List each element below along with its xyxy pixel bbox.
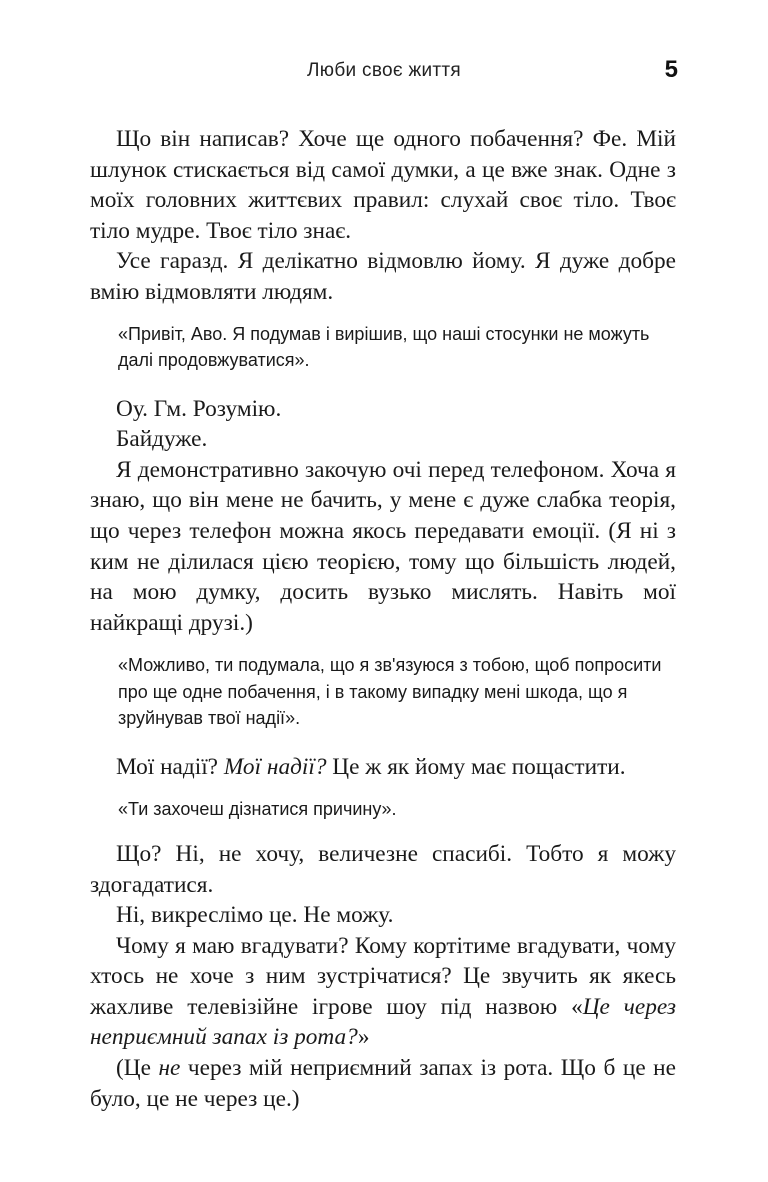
message-2: «Можливо, ти подумала, що я зв'язуюся з тобою, щоб попросити про ще одне побачення, і в такому випадку мені шкода, що я зруйнував твої надії». bbox=[118, 655, 662, 729]
paragraph-10 bbox=[90, 1053, 676, 1114]
paragraph-4: Байдуже. bbox=[116, 426, 208, 453]
paragraph-7: Що? Ні, не хочу, величезне спасибі. Тобто я можу здогадатися. bbox=[90, 840, 676, 898]
page-header bbox=[0, 56, 768, 90]
running-title: Люби своє життя bbox=[307, 60, 461, 81]
paragraph-9-text-a: Чому я маю вгадувати? Кому кортітиме вгадувати, чому хтось не хоче з ним зустрічатися? Це звучить як якесь жахливе телевізійне ігрове шоу під назвою « bbox=[90, 932, 676, 1020]
paragraph-6-text-b: Це ж як йому має пощастити. bbox=[326, 753, 626, 780]
message-3: «Ти захочеш дізнатися причину». bbox=[118, 799, 397, 820]
paragraph-9 bbox=[90, 931, 676, 1053]
paragraph-10-text-a: (Це bbox=[116, 1055, 159, 1082]
paragraph-10-text-b: через мій неприємний запах із рота. Що б це не було, це не через це.) bbox=[90, 1055, 676, 1112]
paragraph-1: Що він написав? Хоче ще одного побачення? Фе. Мій шлунок стискається від самої думки, а це вже знак. Одне з моїх головних життєвих правил: слухай своє тіло. Твоє тіло мудре. Твоє тіло знає. bbox=[90, 126, 676, 244]
paragraph-2: Усе гаразд. Я делікатно відмовлю йому. Я дуже добре вмію відмовляти людям. bbox=[90, 248, 676, 305]
paragraph-3: Оу. Гм. Розумію. bbox=[116, 395, 282, 422]
message-1: «Привіт, Аво. Я подумав і вирішив, що наші стосунки не можуть далі продовжуватися». bbox=[118, 323, 650, 371]
paragraph-10-italic: не bbox=[158, 1055, 181, 1082]
paragraph-8: Ні, викреслімо це. Не можу. bbox=[116, 902, 394, 929]
paragraph-9-text-b: » bbox=[357, 1024, 370, 1051]
paragraph-6-italic: Мої надії? bbox=[223, 753, 327, 780]
paragraph-6 bbox=[90, 752, 676, 783]
paragraph-9-italic: Це через неприємний запах із рота? bbox=[90, 993, 676, 1051]
paragraph-5: Я демонстративно закочую очі перед телефоном. Хоча я знаю, що він мене не бачить, у мене є дуже слабка теорія, що через телефон можна якось передавати емоції. (Я ні з ким не ділилася цією теорією, тому що більшість людей, на мою думку, досить вузько мислять. Навіть мої найкращі друзі.) bbox=[90, 456, 676, 636]
paragraph-6-text-a: Мої надії? bbox=[116, 753, 224, 780]
page-body bbox=[90, 124, 676, 1114]
page-number: 5 bbox=[664, 56, 678, 83]
